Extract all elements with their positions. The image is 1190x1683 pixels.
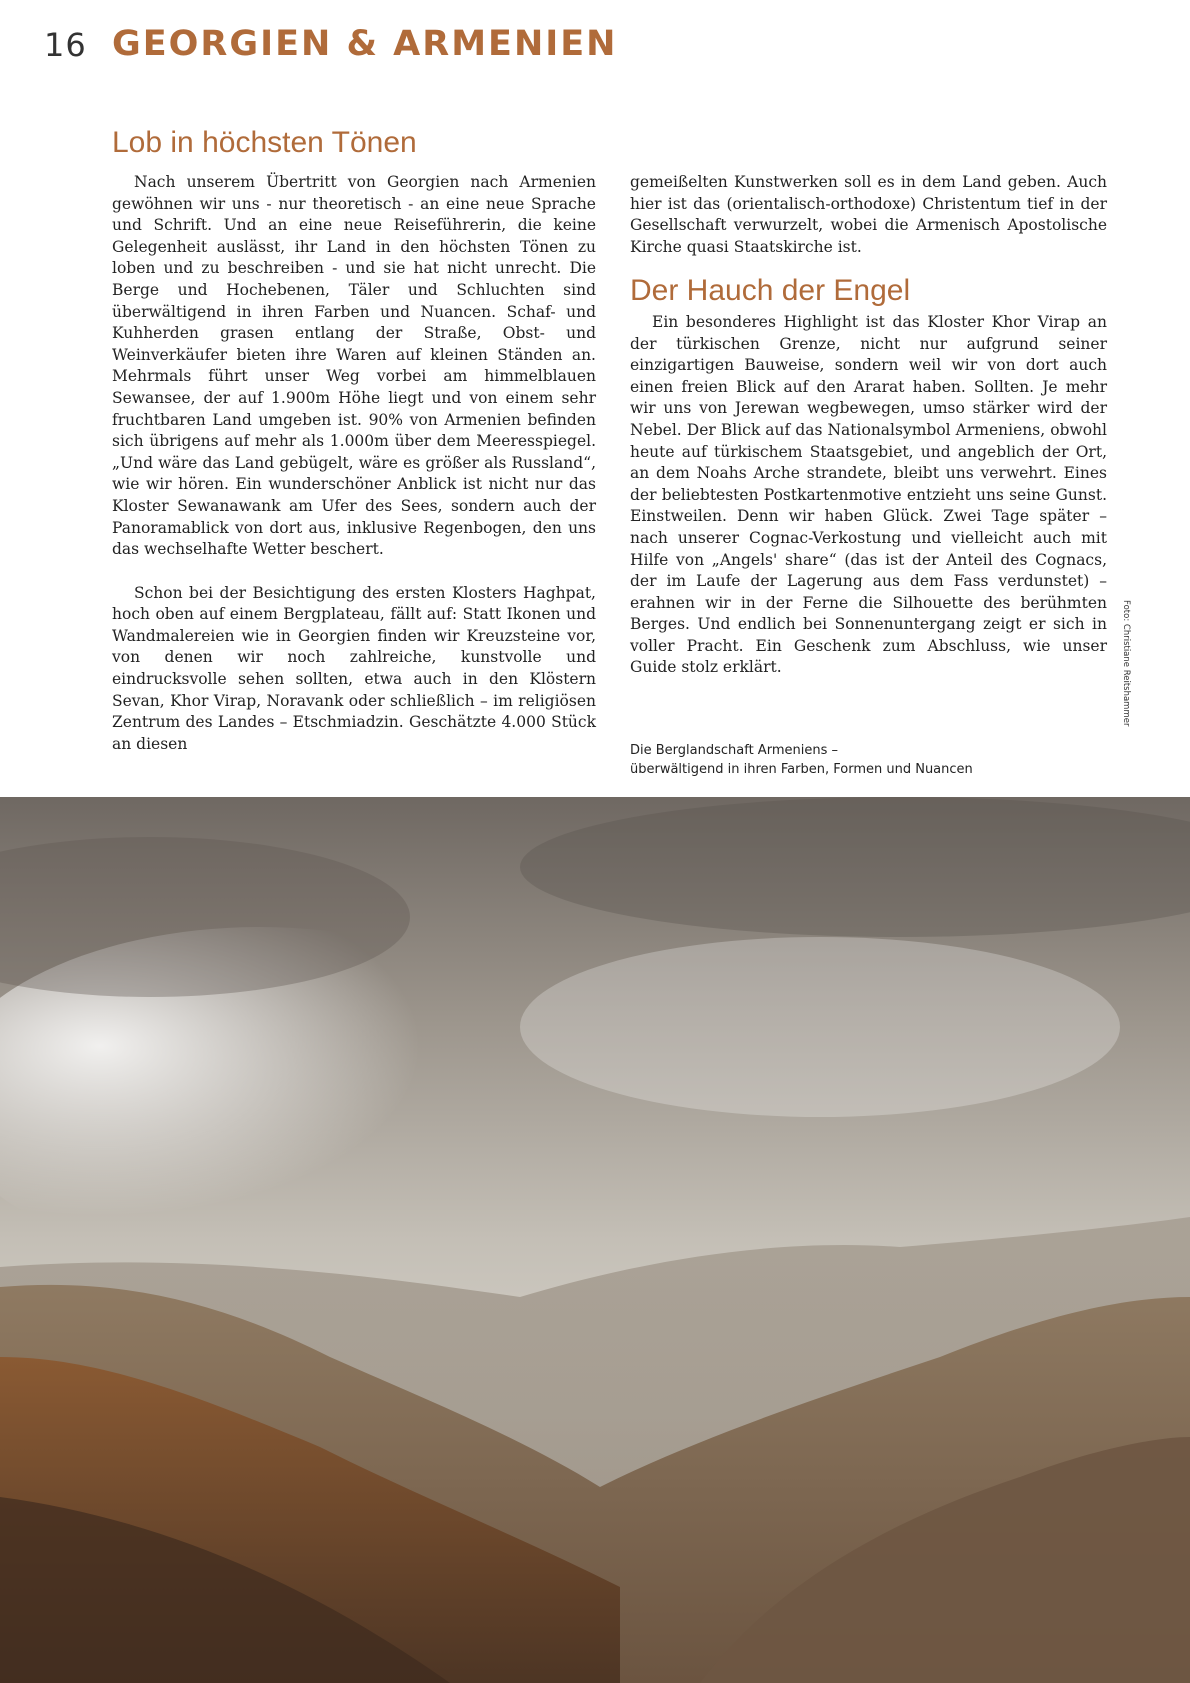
paragraph: gemeißelten Kunstwerken soll es in dem Land geben. Auch hier ist das (orientalisch-orthodoxe) Christentum tief in der Gesellschaft verwurzelt, wobei die Armenisch Apostolische Kirche quasi Staatskirche ist. [630, 173, 1107, 256]
section-title: GEORGIEN & ARMENIEN [112, 24, 618, 64]
paragraph: Schon bei der Besichtigung des ersten Klosters Haghpat, hoch oben auf einem Bergplateau, fällt auf: Statt Ikonen und Wandmalereien wie in Georgien finden wir Kreuzsteine vor, von denen wir noch zahlreiche, kunstvolle und eindrucksvolle sehen sollten, etwa auch in den Klöstern Sevan, Khor Virap, Noravank oder schließlich – im religiösen Zentrum des Landes – Etschmiadzin. Geschätzte 4.000 Stück an diesen [112, 583, 596, 753]
paragraph: Nach unserem Übertritt von Georgien nach Armenien gewöhnen wir uns - nur theoretisch - an eine neue Sprache und Schrift. Und an eine neue Reiseführerin, die keine Gelegenheit auslässt, ihr Land in den höchsten Tönen zu loben und zu beschreiben - und sie hat nicht unrecht. Die Berge und Hochebenen, Täler und Schluchten sind überwältigend in ihren Farben und Nuancen. Schaf- und Kuhherden grasen entlang der Straße, Obst- und Weinverkäufer bieten ihre Waren auf kleinen Ständen an. Mehrmals führt unser Weg vorbei am himmelblauen Sewansee, der auf 1.900m Höhe liegt und von einem sehr fruchtbaren Land umgeben ist. 90% von Armenien befinden sich übrigens auf mehr als 1.000m über dem Meeresspiegel. „Und wäre das Land gebügelt, wäre es größer als Russland“, wie wir hören. Ein wunderschöner Anblick ist nicht nur das Kloster Sewanawank am Ufer des Sees, sondern auch der Panoramablick von dort aus, inklusive Regenbogen, den uns das wechselhafte Wetter beschert. [112, 173, 596, 559]
landscape-photo [0, 797, 1190, 1683]
page-number: 16 [44, 26, 87, 64]
text-column-left [112, 172, 596, 755]
caption-line: Die Berglandschaft Armeniens – [630, 743, 838, 758]
photo-credit: Foto: Christiane Reitshammer [1121, 600, 1131, 727]
paragraph: Ein besonderes Highlight ist das Kloster Khor Virap an der türkischen Grenze, nicht nur aufgrund seiner einzigartigen Bauweise, sondern weil wir von dort auch einen freien Blick auf den Ararat haben. Sollten. Je mehr wir uns von Jerewan wegbewegen, umso stärker wird der Nebel. Der Blick auf das Nationalsymbol Armeniens, obwohl heute auf türkischem Staatsgebiet, und angeblich der Ort, an dem Noahs Arche strandete, bleibt uns verwehrt. Eines der beliebtesten Postkartenmotive entzieht uns seine Gunst. Einstweilen. Denn wir haben Glück. Zwei Tage später – nach unserer Cognac-Verkostung und vielleicht auch mit Hilfe von „Angels' share“ (das ist der Anteil des Cognacs, der im Laufe der Lagerung aus dem Fass verdunstet) – erahnen wir in der Ferne die Silhouette des berühmten Berges. Und endlich bei Sonnenuntergang zeigt er sich in voller Pracht. Ein Geschenk zum Abschluss, wie unser Guide stolz erklärt. [630, 312, 1107, 677]
caption-line: überwältigend in ihren Farben, Formen und Nuancen [630, 762, 973, 777]
article-heading-1: Lob in höchsten Tönen [112, 126, 417, 159]
article-heading-2: Der Hauch der Engel [630, 274, 911, 308]
photo-caption [630, 741, 973, 779]
text-column-right [630, 172, 1107, 679]
